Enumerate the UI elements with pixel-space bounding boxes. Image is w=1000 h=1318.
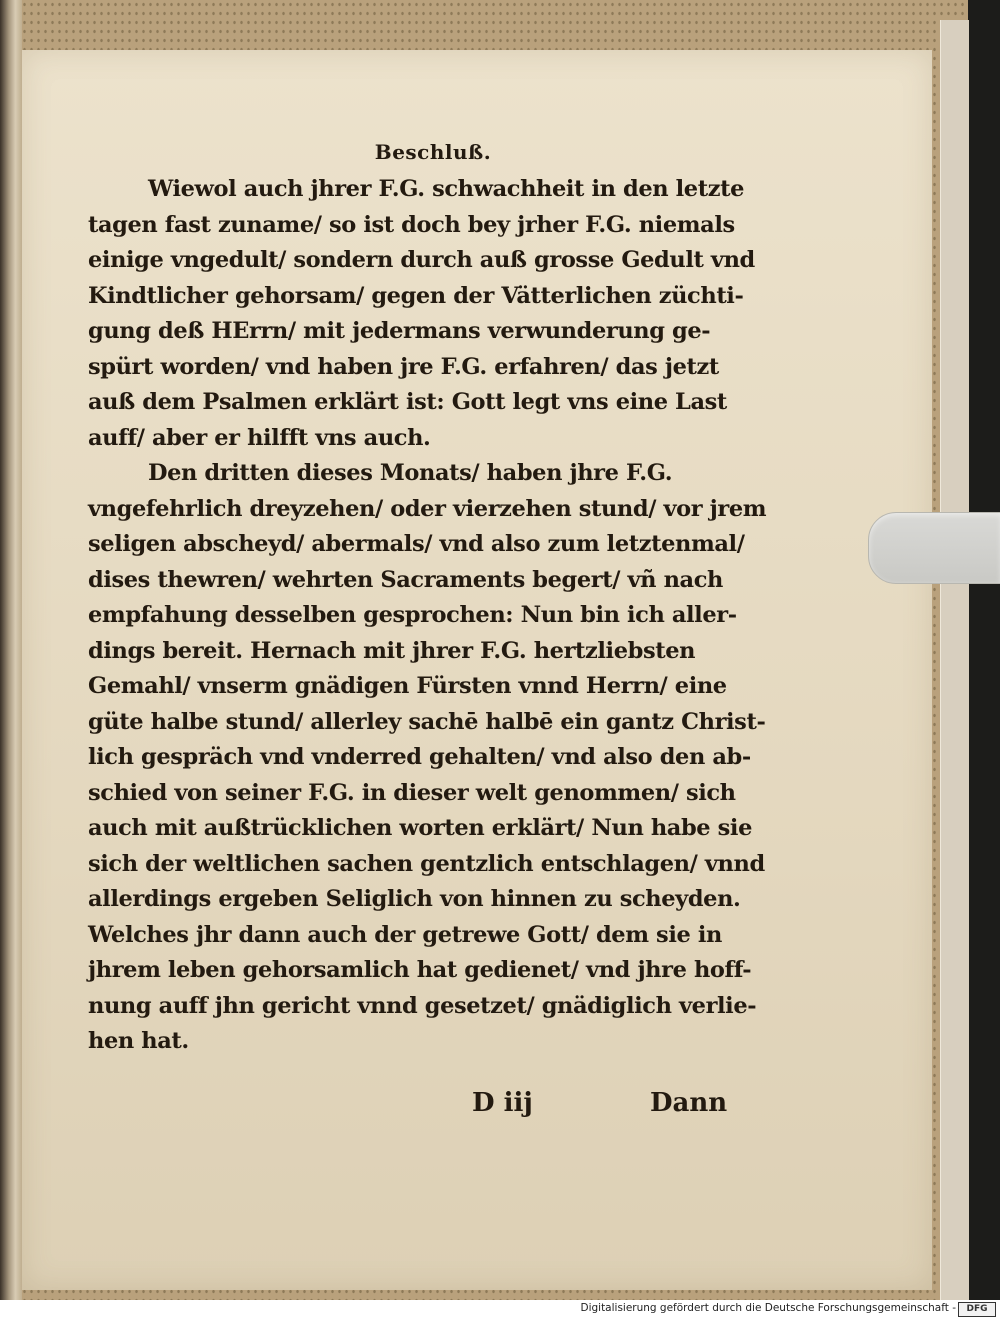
text-line: hen hat.	[88, 1028, 189, 1054]
funding-notice: Digitalisierung gefördert durch die Deutsche Forschungsgemeinschaft -	[580, 1302, 956, 1314]
catchword: Dann	[650, 1088, 728, 1118]
text-line: Gemahl/ vnserm gnädigen Fürsten vnnd Herrn/ eine	[88, 673, 727, 699]
text-line: sich der weltlichen sachen gentzlich entschlagen/ vnnd	[88, 850, 765, 877]
text-line: nung auff jhn gericht vnnd gesetzet/ gnädiglich verlie-	[88, 992, 757, 1019]
text-line: auß dem Psalmen erklärt ist: Gott legt vns eine Last	[88, 389, 727, 415]
text-line: Kindtlicher gehorsam/ gegen der Vätterlichen züchti-	[88, 282, 744, 309]
text-line: Welches jhr dann auch der getrewe Gott/ dem sie in	[88, 921, 722, 948]
text-line: dings bereit. Hernach mit jhrer F.G. hertzliebsten	[88, 637, 696, 664]
text-line: einige vngedult/ sondern durch auß grosse Gedult vnd	[88, 247, 755, 273]
text-line: jhrem leben gehorsamlich hat gedienet/ vnd jhre hoff-	[88, 957, 752, 983]
book-spine	[0, 0, 22, 1300]
footer-bar	[0, 1300, 1000, 1318]
text-line: seligen abscheyd/ abermals/ vnd also zum letztenmal/	[88, 531, 745, 557]
text-line: tagen fast zuname/ so ist doch bey jrher F.G. niemals	[88, 211, 735, 238]
text-line: Den dritten dieses Monats/ haben jhre F.G.	[148, 460, 673, 486]
text-lines	[88, 172, 778, 1060]
bookmark-tab	[868, 512, 1000, 584]
signature-mark: D iij	[472, 1088, 533, 1118]
text-line: auch mit außtrücklichen worten erklärt/ Nun habe sie	[88, 815, 752, 841]
page-edge	[940, 20, 969, 1300]
text-line: dises thewren/ wehrten Sacraments begert/ vñ nach	[88, 566, 723, 593]
text-line: güte halbe stund/ allerley sachē halbē ein gantz Christ-	[88, 708, 766, 735]
text-line: auff/ aber er hilfft vns auch.	[88, 424, 431, 451]
text-line: schied von seiner F.G. in dieser welt genommen/ sich	[88, 779, 736, 806]
page-text	[88, 140, 778, 1060]
text-line: gung deß HErrn/ mit jedermans verwunderung ge-	[88, 318, 711, 344]
text-line: allerdings ergeben Seliglich von hinnen zu scheyden.	[88, 886, 741, 912]
text-line: spürt worden/ vnd haben jre F.G. erfahren/ das jetzt	[88, 353, 719, 380]
page-heading: Beschluß.	[374, 140, 492, 164]
text-line: empfahung desselben gesprochen: Nun bin ich aller-	[88, 602, 737, 628]
dfg-logo: DFG	[958, 1302, 996, 1317]
text-line: Wiewol auch jhrer F.G. schwachheit in den letzte	[148, 176, 745, 202]
text-line: lich gespräch vnd vnderred gehalten/ vnd also den ab-	[88, 744, 751, 770]
text-line: vngefehrlich dreyzehen/ oder vierzehen stund/ vor jrem	[88, 495, 767, 522]
